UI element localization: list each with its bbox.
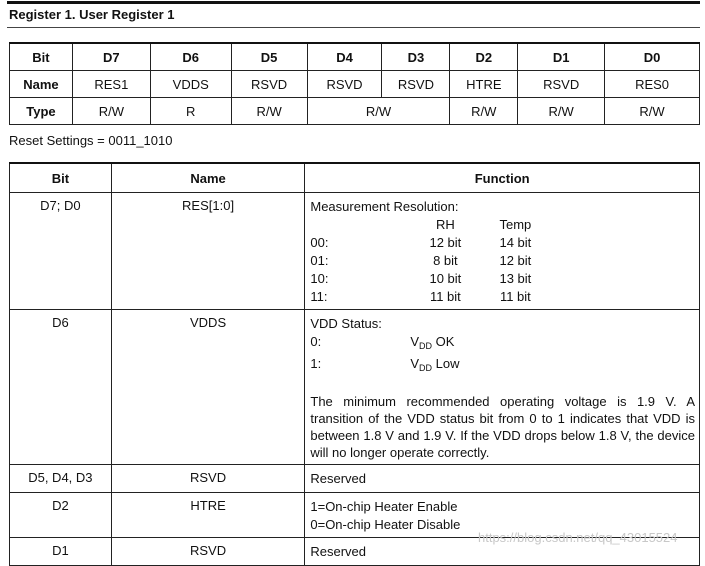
name-cell: RES0 <box>605 71 700 98</box>
vdd-status-title: VDD Status: <box>310 316 382 331</box>
type-cell: R/W <box>605 98 700 125</box>
bit-cell: D7 <box>72 43 150 71</box>
resolution-setting: 11: 11 bit 11 bit <box>310 289 531 304</box>
resolution-title: Measurement Resolution: <box>310 199 459 214</box>
vdd-status-1: 1: $V_{DD}$ Low <box>310 356 460 373</box>
type-cell: R/W <box>518 98 605 125</box>
table-row <box>10 465 700 493</box>
name-cell: RSVD <box>518 71 605 98</box>
type-cell: R/W <box>231 98 307 125</box>
field-name: VDDS <box>111 310 305 465</box>
heater-enable: 1=On-chip Heater Enable <box>310 499 458 514</box>
resolution-setting: 10: 10 bit 13 bit <box>310 271 532 286</box>
register-title: Register 1. User Register 1 <box>9 7 175 22</box>
bit-row <box>10 43 700 71</box>
reset-settings: Reset Settings = 0011_1010 <box>9 133 173 148</box>
watermark: https://blog.csdn.net/qq_43015524 <box>478 530 678 545</box>
resolution-header <box>310 216 695 234</box>
type-cell: R/W <box>72 98 150 125</box>
bit-cell: D3 <box>382 43 450 71</box>
field-name: RSVD <box>111 538 305 566</box>
field-name: HTRE <box>111 493 305 538</box>
function-table <box>9 162 700 566</box>
header-bit: Bit <box>10 163 112 193</box>
resolution-setting: 00: 12 bit 14 bit <box>310 235 532 250</box>
bit-value: D7; D0 <box>10 193 112 310</box>
rh-header: RH <box>435 217 455 232</box>
header-name: Name <box>111 163 305 193</box>
type-cell: R/W <box>307 98 450 125</box>
name-cell: HTRE <box>450 71 518 98</box>
function-description <box>305 310 700 465</box>
function-description <box>305 193 700 310</box>
temp-header: Temp <box>499 217 532 232</box>
function-table-header <box>10 163 700 193</box>
name-cell: RSVD <box>231 71 307 98</box>
bit-cell: D5 <box>231 43 307 71</box>
register-bit-table <box>9 42 700 125</box>
table-row <box>10 310 700 465</box>
function-description: Reserved <box>305 465 700 493</box>
bit-value: D5, D4, D3 <box>10 465 112 493</box>
resolution-setting: 01: 8 bit 12 bit <box>310 253 532 268</box>
top-rule <box>7 1 700 4</box>
name-cell: RSVD <box>382 71 450 98</box>
vdd-status-0: 0: $V_{DD}$ OK <box>310 334 455 351</box>
bit-cell: D1 <box>518 43 605 71</box>
row-label-name: Name <box>10 71 73 98</box>
title-rule <box>7 27 700 28</box>
bit-value: D2 <box>10 493 112 538</box>
type-cell: R/W <box>450 98 518 125</box>
field-name: RSVD <box>111 465 305 493</box>
bit-cell: D0 <box>605 43 700 71</box>
row-label-type: Type <box>10 98 73 125</box>
bit-value: D6 <box>10 310 112 465</box>
type-cell: R <box>150 98 231 125</box>
bit-cell: D4 <box>307 43 382 71</box>
field-name: RES[1:0] <box>111 193 305 310</box>
bit-cell: D2 <box>450 43 518 71</box>
table-row <box>10 193 700 310</box>
name-cell: RSVD <box>307 71 382 98</box>
bit-value: D1 <box>10 538 112 566</box>
row-label-bit: Bit <box>10 43 73 71</box>
bit-cell: D6 <box>150 43 231 71</box>
heater-disable: 0=On-chip Heater Disable <box>310 517 461 532</box>
function-description: Reserved <box>305 538 700 566</box>
name-cell: RES1 <box>72 71 150 98</box>
type-row <box>10 98 700 125</box>
name-cell: VDDS <box>150 71 231 98</box>
vdd-note: The minimum recommended operating voltage is 1.9 V. A transition of the VDD status bit from 0 to 1 indicates that VDD is between 1.8 V and 1.9 V. If the VDD drops below 1.8 V, the device will no longer operate correctly. <box>310 394 695 460</box>
name-row <box>10 71 700 98</box>
header-function: Function <box>305 163 700 193</box>
